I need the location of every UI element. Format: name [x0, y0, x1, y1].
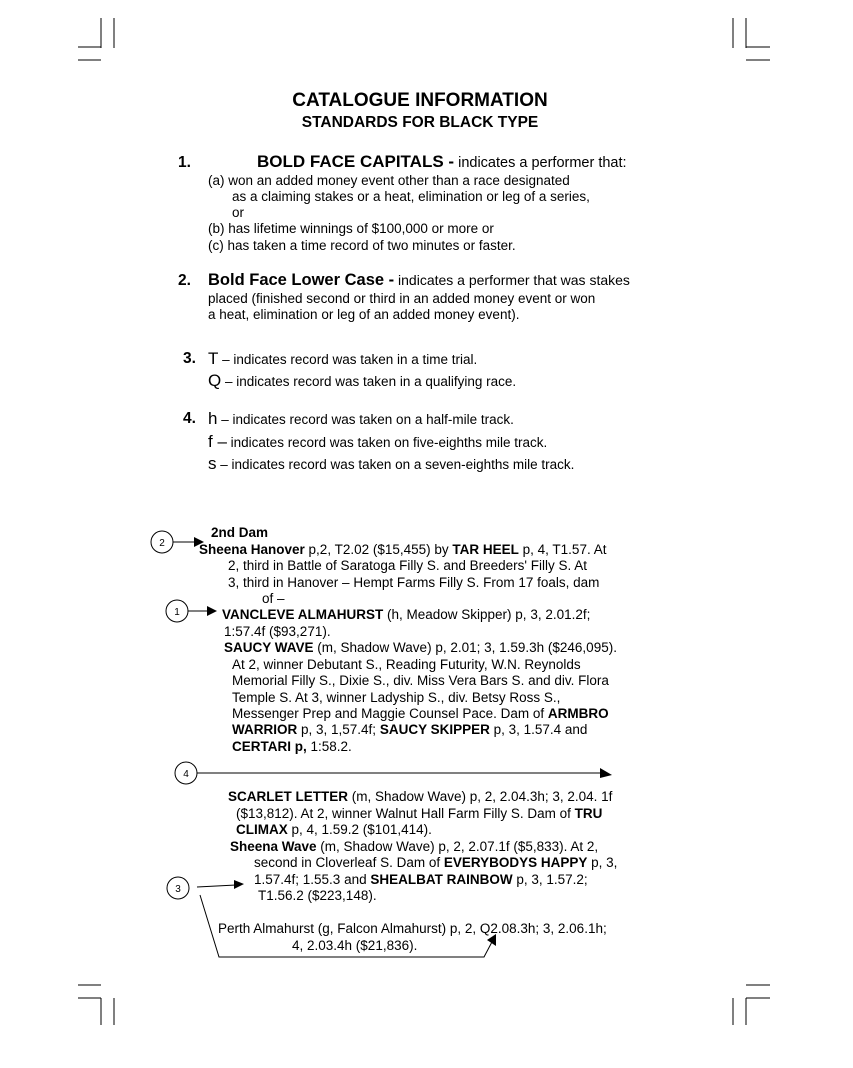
saucy-wave-line4: Temple S. At 3, winner Ladyship S., div. Betsy Ross S., [232, 690, 561, 705]
scarlet-letter-line1 [228, 789, 612, 805]
arrowhead [234, 880, 244, 889]
page-title: CATALOGUE INFORMATION [292, 90, 548, 111]
sheena-wave-text: 1.57.4f; 1.55.3 and [254, 872, 371, 887]
sheena-wave-line3 [254, 872, 588, 888]
standard-4-number: 4. [183, 410, 196, 427]
perth-almahurst-line2: 4, 2.03.4h ($21,836). [292, 938, 418, 953]
sheena-wave-text: (m, Shadow Wave) p, 2, 2.07.1f ($5,833). At 2, [316, 839, 599, 854]
standard-2-line3: a heat, elimination or leg of an added money event). [208, 307, 520, 322]
shealbat-rainbow-name: SHEALBAT RAINBOW [370, 872, 513, 887]
everybodys-happy-name: EVERYBODYS HAPPY [443, 855, 588, 870]
standard-1-tail: indicates a performer that: [454, 155, 627, 171]
sheena-hanover-line4: of – [262, 591, 285, 606]
standard-1-heading: BOLD FACE CAPITALS - [257, 152, 455, 171]
saucy-wave-text: 1:58.2. [306, 739, 352, 754]
callout-number-4: 4 [183, 769, 189, 780]
sheena-hanover-line2: 2, third in Battle of Saratoga Filly S. and Breeders' Filly S. At [228, 558, 587, 573]
saucy-wave-line6 [232, 722, 587, 738]
sheena-wave-text: p, 3, [587, 855, 618, 870]
sheena-wave-line1 [230, 839, 598, 855]
standard-2-heading-line [208, 271, 630, 290]
tru-name: TRU [574, 806, 603, 821]
standard-2-tail: indicates a performer that was stakes [394, 272, 630, 288]
standard-2-number: 2. [178, 272, 191, 289]
standard-4-f-symbol: f – [208, 432, 227, 451]
saucy-wave-line7 [232, 739, 352, 755]
dam-heading: 2nd Dam [211, 525, 269, 540]
saucy-wave-line3: Memorial Filly S., Dixie S., div. Miss Vera Bars S. and div. Flora [232, 673, 609, 688]
vancleve-name: VANCLEVE ALMAHURST [222, 607, 384, 622]
standard-4-s-text: – indicates record was taken on a seven-eighths mile track. [216, 457, 575, 472]
vancleve-line2: 1:57.4f ($93,271). [224, 624, 331, 639]
sheena-hanover-text: p,2, T2.02 ($15,455) by [304, 542, 453, 557]
standard-2-heading: Bold Face Lower Case - [208, 271, 395, 289]
standard-1-c: (c) has taken a time record of two minutes or faster. [208, 238, 516, 253]
warrior-name: WARRIOR [232, 722, 298, 737]
climax-name: CLIMAX [236, 822, 288, 837]
sheena-hanover-line1 [199, 542, 606, 558]
standard-3-q-line [208, 371, 516, 391]
saucy-wave-text: (m, Shadow Wave) p, 2.01; 3, 1.59.3h ($246,095). [313, 640, 617, 655]
scarlet-letter-text: p, 4, 1.59.2 ($101,414). [287, 822, 432, 837]
scarlet-letter-text: (m, Shadow Wave) p, 2, 2.04.3h; 3, 2.04. 1f [348, 789, 613, 804]
callout-number-1: 1 [174, 607, 180, 618]
standard-3-q-text: – indicates record was taken in a qualifying race. [221, 374, 517, 389]
sheena-wave-text: p, 3, 1.57.2; [512, 872, 588, 887]
scarlet-letter-name: SCARLET LETTER [228, 789, 348, 804]
standard-4-h-symbol: h [208, 409, 218, 428]
sire-name: TAR HEEL [452, 542, 519, 557]
standard-4-f-line [208, 432, 547, 452]
sheena-wave-text: second in Cloverleaf S. Dam of [254, 855, 444, 870]
standard-3-number: 3. [183, 350, 196, 367]
armbro-name: ARMBRO [547, 706, 609, 721]
standard-1-a-line3: or [232, 205, 245, 220]
standard-4-f-text: indicates record was taken on five-eighths mile track. [226, 435, 548, 450]
saucy-skipper-name: SAUCY SKIPPER [379, 722, 490, 737]
standard-4-h-line [208, 409, 514, 429]
arrow-line [197, 885, 236, 887]
saucy-wave-text: Messenger Prep and Maggie Counsel Pace. Dam of [232, 706, 548, 721]
standard-3-t-line [208, 349, 477, 369]
standard-3-q-symbol: Q [208, 371, 222, 390]
vancleve-text: (h, Meadow Skipper) p, 3, 2.01.2f; [383, 607, 591, 622]
callout-number-2: 2 [159, 538, 165, 549]
sheena-hanover-name: Sheena Hanover [199, 542, 305, 557]
arrowhead [207, 606, 217, 616]
sheena-wave-line4: T1.56.2 ($223,148). [258, 888, 377, 903]
certari-name: CERTARI [232, 739, 291, 754]
page-subtitle: STANDARDS FOR BLACK TYPE [301, 114, 539, 131]
callout-number-3: 3 [175, 884, 181, 895]
standard-1-a-line2: as a claiming stakes or a heat, elimination or leg of a series, [232, 189, 590, 204]
standard-3-t-symbol: T [208, 349, 219, 368]
standard-4-h-text: – indicates record was taken on a half-mile track. [217, 412, 514, 427]
scarlet-letter-line2 [236, 806, 602, 822]
vancleve-line1 [222, 607, 590, 623]
perth-almahurst-line1: Perth Almahurst (g, Falcon Almahurst) p, 2, Q2.08.3h; 3, 2.06.1h; [218, 921, 607, 936]
standard-3-t-text: – indicates record was taken in a time trial. [218, 352, 478, 367]
standard-4-s-line [208, 454, 574, 474]
standard-1-number: 1. [178, 154, 191, 171]
sheena-wave-name: Sheena Wave [230, 839, 317, 854]
scarlet-letter-text: ($13,812). At 2, winner Walnut Hall Farm Filly S. Dam of [236, 806, 575, 821]
saucy-wave-line5 [232, 706, 609, 722]
arrowhead [600, 768, 612, 778]
saucy-wave-text: p, [291, 739, 307, 754]
saucy-wave-text: p, 3, 1.57.4 and [489, 722, 588, 737]
sheena-wave-line2 [254, 855, 617, 871]
saucy-wave-name: SAUCY WAVE [224, 640, 314, 655]
scarlet-letter-line3 [236, 822, 432, 838]
standard-1-heading-line [257, 152, 627, 172]
standard-4-s-symbol: s [208, 454, 217, 473]
standard-1-b: (b) has lifetime winnings of $100,000 or more or [208, 221, 494, 236]
saucy-wave-line1 [224, 640, 617, 656]
sheena-hanover-text: p, 4, T1.57. At [518, 542, 607, 557]
sheena-hanover-line3: 3, third in Hanover – Hempt Farms Filly S. From 17 foals, dam [228, 575, 600, 590]
saucy-wave-line2: At 2, winner Debutant S., Reading Futurity, W.N. Reynolds [232, 657, 581, 672]
saucy-wave-text: p, 3, 1,57.4f; [297, 722, 380, 737]
standard-2-line2: placed (finished second or third in an added money event or won [208, 291, 596, 306]
standard-1-a-line1: (a) won an added money event other than a race designated [208, 173, 570, 188]
